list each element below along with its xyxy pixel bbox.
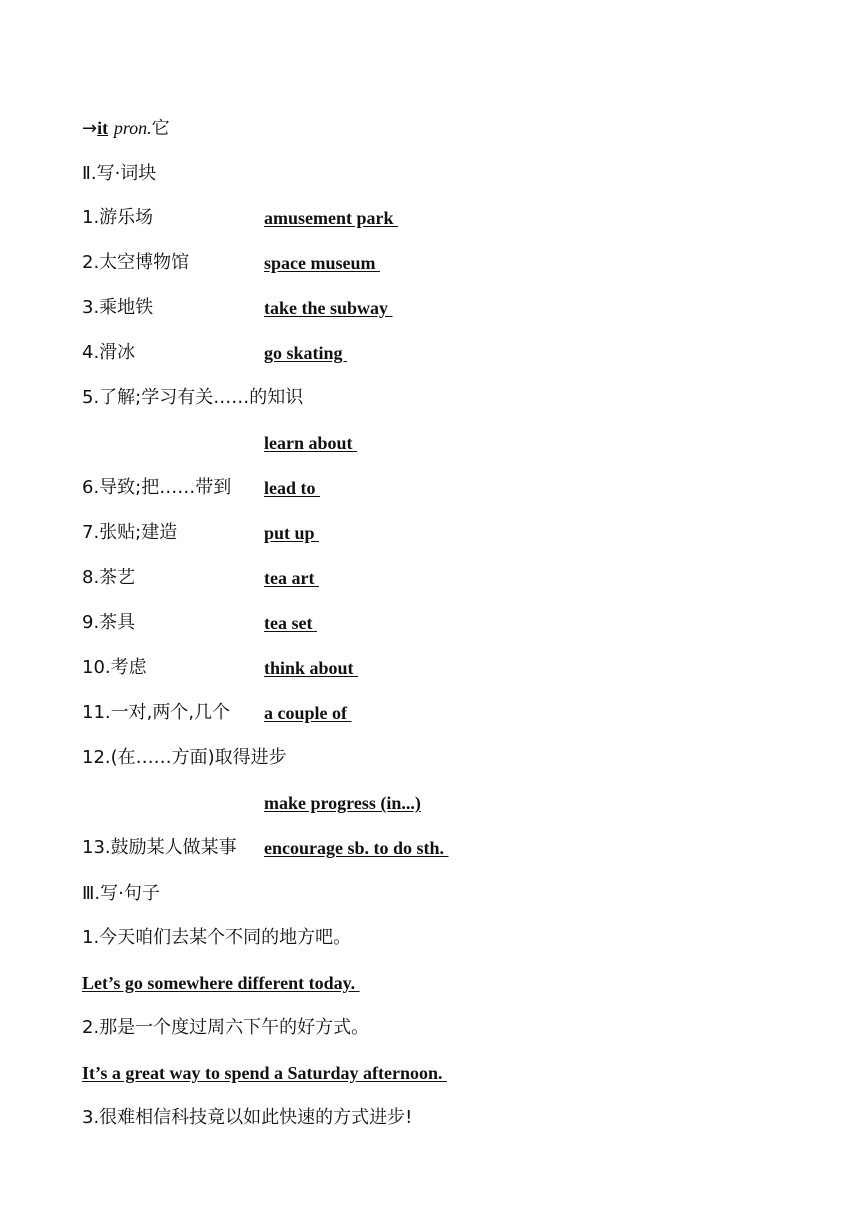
arrow-icon: → [82, 118, 98, 139]
phrase-answer: think about [264, 658, 359, 678]
phrase-label: 2.太空博物馆 [82, 252, 190, 273]
phrase-label: 13.鼓励某人做某事 [82, 837, 237, 858]
section-numeral: Ⅲ [82, 883, 95, 903]
sentence-answer: It’s a great way to spend a Saturday afternoon. [82, 1063, 448, 1083]
phrase-label: 4.滑冰 [82, 342, 136, 363]
section-title: .写·词块 [90, 163, 157, 184]
vocab-entry-it [82, 116, 170, 141]
phrase-answer: tea set [264, 613, 317, 633]
entry-meaning: 它 [151, 118, 170, 139]
phrase-answer: make progress (in...) [264, 793, 421, 813]
section-heading-sentences [82, 881, 160, 906]
phrase-answer: go skating [264, 343, 348, 363]
phrase-label: 1.游乐场 [82, 207, 154, 228]
phrase-label: 12.(在……方面)取得进步 [82, 747, 287, 768]
phrase-answer: put up [264, 523, 320, 543]
phrase-label: 8.茶艺 [82, 567, 136, 588]
phrase-answer: a couple of [264, 703, 352, 723]
sentence-prompt: 2.那是一个度过周六下午的好方式。 [82, 1017, 370, 1038]
section-title: .写·句子 [94, 883, 160, 904]
phrase-answer: tea art [264, 568, 319, 588]
sentence-answer: Let’s go somewhere different today. [82, 973, 360, 993]
sentence-prompt: 3.很难相信科技竟以如此快速的方式进步! [82, 1107, 413, 1128]
section-heading-phrases [82, 161, 156, 186]
phrase-label: 7.张贴;建造 [82, 522, 178, 543]
phrase-answer: take the subway [264, 298, 393, 318]
phrase-answer: learn about [264, 433, 358, 453]
section-numeral: Ⅱ [82, 163, 91, 183]
part-of-speech: pron. [113, 118, 152, 138]
phrase-answer: lead to [264, 478, 320, 498]
phrase-label: 9.茶具 [82, 612, 136, 633]
phrase-label: 10.考虑 [82, 657, 147, 678]
entry-word: it [97, 118, 109, 138]
phrase-label: 6.导致;把……带到 [82, 477, 232, 498]
sentence-prompt: 1.今天咱们去某个不同的地方吧。 [82, 927, 352, 948]
phrase-answer: encourage sb. to do sth. [264, 838, 449, 858]
phrase-label: 11.一对,两个,几个 [82, 702, 231, 723]
phrase-answer: amusement park [264, 208, 398, 228]
phrase-answer: space museum [264, 253, 380, 273]
phrase-label: 5.了解;学习有关……的知识 [82, 387, 304, 408]
phrase-label: 3.乘地铁 [82, 297, 154, 318]
